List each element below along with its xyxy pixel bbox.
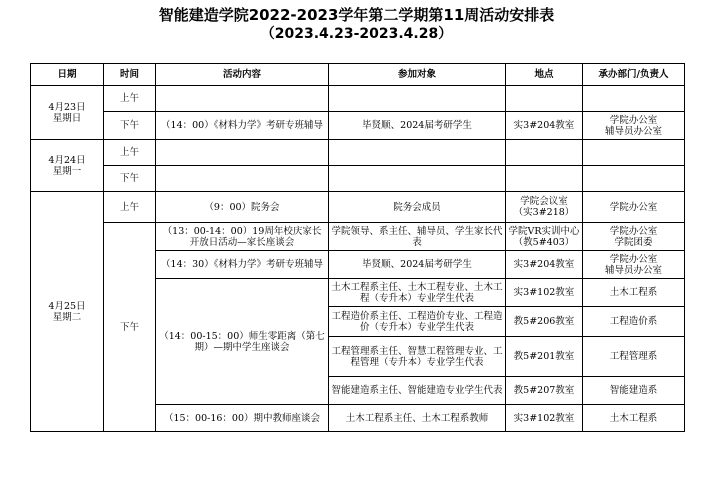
dept-cell: 学院办公室 辅导员办公室 (583, 251, 685, 279)
dept-cell (583, 166, 685, 192)
header-date: 日期 (31, 64, 104, 86)
activity-cell (156, 140, 329, 166)
activity-cell: （14：00-15：00）师生零距离（第七期）—期中学生座谈会 (156, 279, 329, 405)
location-cell: 实3#102教室 (506, 279, 583, 307)
table-row (31, 223, 685, 251)
participants-cell: 工程管理系主任、智慧工程管理专业、工程管理（专升本）专业学生代表 (329, 337, 506, 377)
time-cell: 下午 (104, 112, 156, 140)
location-cell (506, 86, 583, 112)
dept-cell (583, 140, 685, 166)
activity-cell (156, 166, 329, 192)
location-cell: 学院VR实训中心 （教5#403） (506, 223, 583, 251)
title-block (0, 6, 713, 43)
activity-cell (156, 86, 329, 112)
participants-cell: 毕贤顺、2024届考研学生 (329, 251, 506, 279)
header-row (31, 64, 685, 86)
location-cell: 学院会议室 （实3#218） (506, 192, 583, 223)
header-dept: 承办部门/负责人 (583, 64, 685, 86)
participants-cell: 土木工程系主任、土木工程专业、土木工程（专升本）专业学生代表 (329, 279, 506, 307)
header-activity: 活动内容 (156, 64, 329, 86)
time-cell: 上午 (104, 140, 156, 166)
participants-cell (329, 86, 506, 112)
participants-cell: 毕贤顺、2024届考研学生 (329, 112, 506, 140)
page-title: 智能建造学院2022-2023学年第二学期第11周活动安排表 (158, 6, 555, 24)
dept-cell: 学院办公室 辅导员办公室 (583, 112, 685, 140)
activity-cell: （13：00-14：00）19周年校庆家长开放日活动—家长座谈会 (156, 223, 329, 251)
schedule-table (30, 63, 685, 432)
time-cell: 下午 (104, 223, 156, 432)
table-row (31, 192, 685, 223)
participants-cell: 学院领导、系主任、辅导员、学生家长代表 (329, 223, 506, 251)
location-cell (506, 140, 583, 166)
dept-cell: 学院办公室 学院团委 (583, 223, 685, 251)
participants-cell (329, 140, 506, 166)
location-cell: 教5#206教室 (506, 307, 583, 337)
dept-cell: 土木工程系 (583, 405, 685, 432)
header-participants: 参加对象 (329, 64, 506, 86)
table-row (31, 86, 685, 112)
dept-cell (583, 86, 685, 112)
participants-cell: 院务会成员 (329, 192, 506, 223)
header-location: 地点 (506, 64, 583, 86)
activity-cell: （14：00）《材料力学》考研专班辅导 (156, 112, 329, 140)
location-cell: 教5#201教室 (506, 337, 583, 377)
activity-cell: （15：00-16：00）期中教师座谈会 (156, 405, 329, 432)
table-row (31, 112, 685, 140)
header-time: 时间 (104, 64, 156, 86)
location-cell: 实3#204教室 (506, 251, 583, 279)
date-cell: 4月24日 星期一 (31, 140, 104, 192)
date-cell: 4月23日 星期日 (31, 86, 104, 140)
location-cell: 实3#102教室 (506, 405, 583, 432)
location-cell: 教5#207教室 (506, 377, 583, 405)
time-cell: 上午 (104, 192, 156, 223)
table-row (31, 140, 685, 166)
page-subtitle-date-range: （2023.4.23-2023.4.28） (260, 26, 453, 42)
location-cell (506, 166, 583, 192)
dept-cell: 工程管理系 (583, 337, 685, 377)
dept-cell: 智能建造系 (583, 377, 685, 405)
dept-cell: 工程造价系 (583, 307, 685, 337)
participants-cell: 土木工程系主任、土木工程系教师 (329, 405, 506, 432)
participants-cell: 工程造价系主任、工程造价专业、工程造价（专升本）专业学生代表 (329, 307, 506, 337)
table-row (31, 166, 685, 192)
dept-cell: 学院办公室 (583, 192, 685, 223)
participants-cell: 智能建造系主任、智能建造专业学生代表 (329, 377, 506, 405)
activity-cell: （9：00）院务会 (156, 192, 329, 223)
location-cell: 实3#204教室 (506, 112, 583, 140)
time-cell: 上午 (104, 86, 156, 112)
time-cell: 下午 (104, 166, 156, 192)
dept-cell: 土木工程系 (583, 279, 685, 307)
date-cell: 4月25日 星期二 (31, 192, 104, 432)
participants-cell (329, 166, 506, 192)
activity-cell: （14：30）《材料力学》考研专班辅导 (156, 251, 329, 279)
